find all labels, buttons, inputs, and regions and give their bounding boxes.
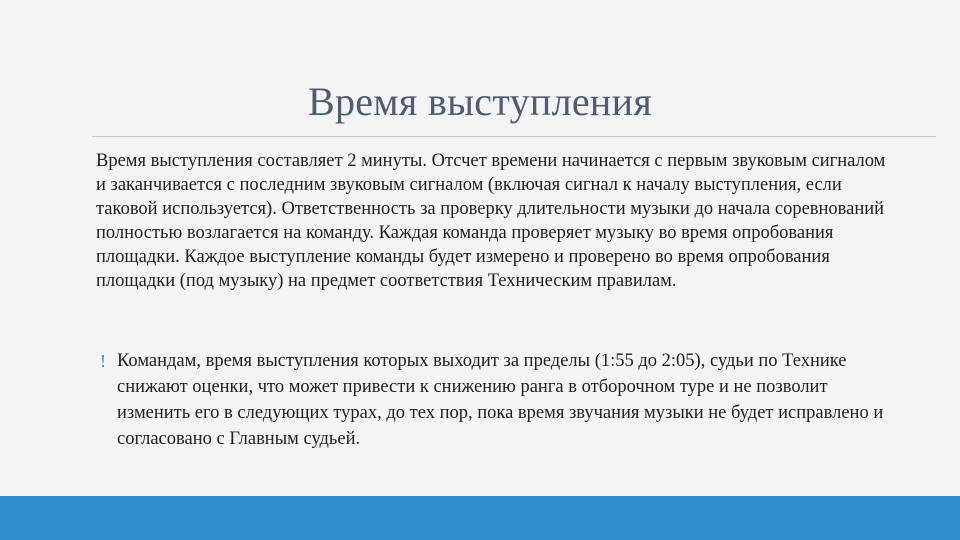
title-divider: [92, 136, 936, 137]
bottom-accent-bar: [0, 496, 960, 540]
body-paragraph: Время выступления составляет 2 минуты. Отсчет времени начинается с первым звуковым сигналом и заканчивается с последним звуковым сигналом (включая сигнал к началу выступления, если таковой используется). Ответственность за проверку длительности музыки до начала соревнований полностью возлагается на команду. Каждая команда проверяет музыку во время опробования площадки. Каждое выступление команды будет измерено и проверено во время опробования площадки (под музыку) на предмет соответствия Техническим правилам.: [96, 151, 886, 291]
exclamation-bullet-icon: !: [100, 351, 106, 371]
bullet-item-text: Командам, время выступления которых выходит за пределы (1:55 до 2:05), судьи по Технике снижают оценки, что может привести к снижению ранга в отборочном туре и не позволит изменить его в следующих турах, до тех пор, пока время звучания музыки не будет исправлено и согласовано с Главным судьей.: [117, 351, 884, 449]
bullet-list: [100, 348, 890, 452]
slide-title: Время выступления: [307, 79, 653, 124]
